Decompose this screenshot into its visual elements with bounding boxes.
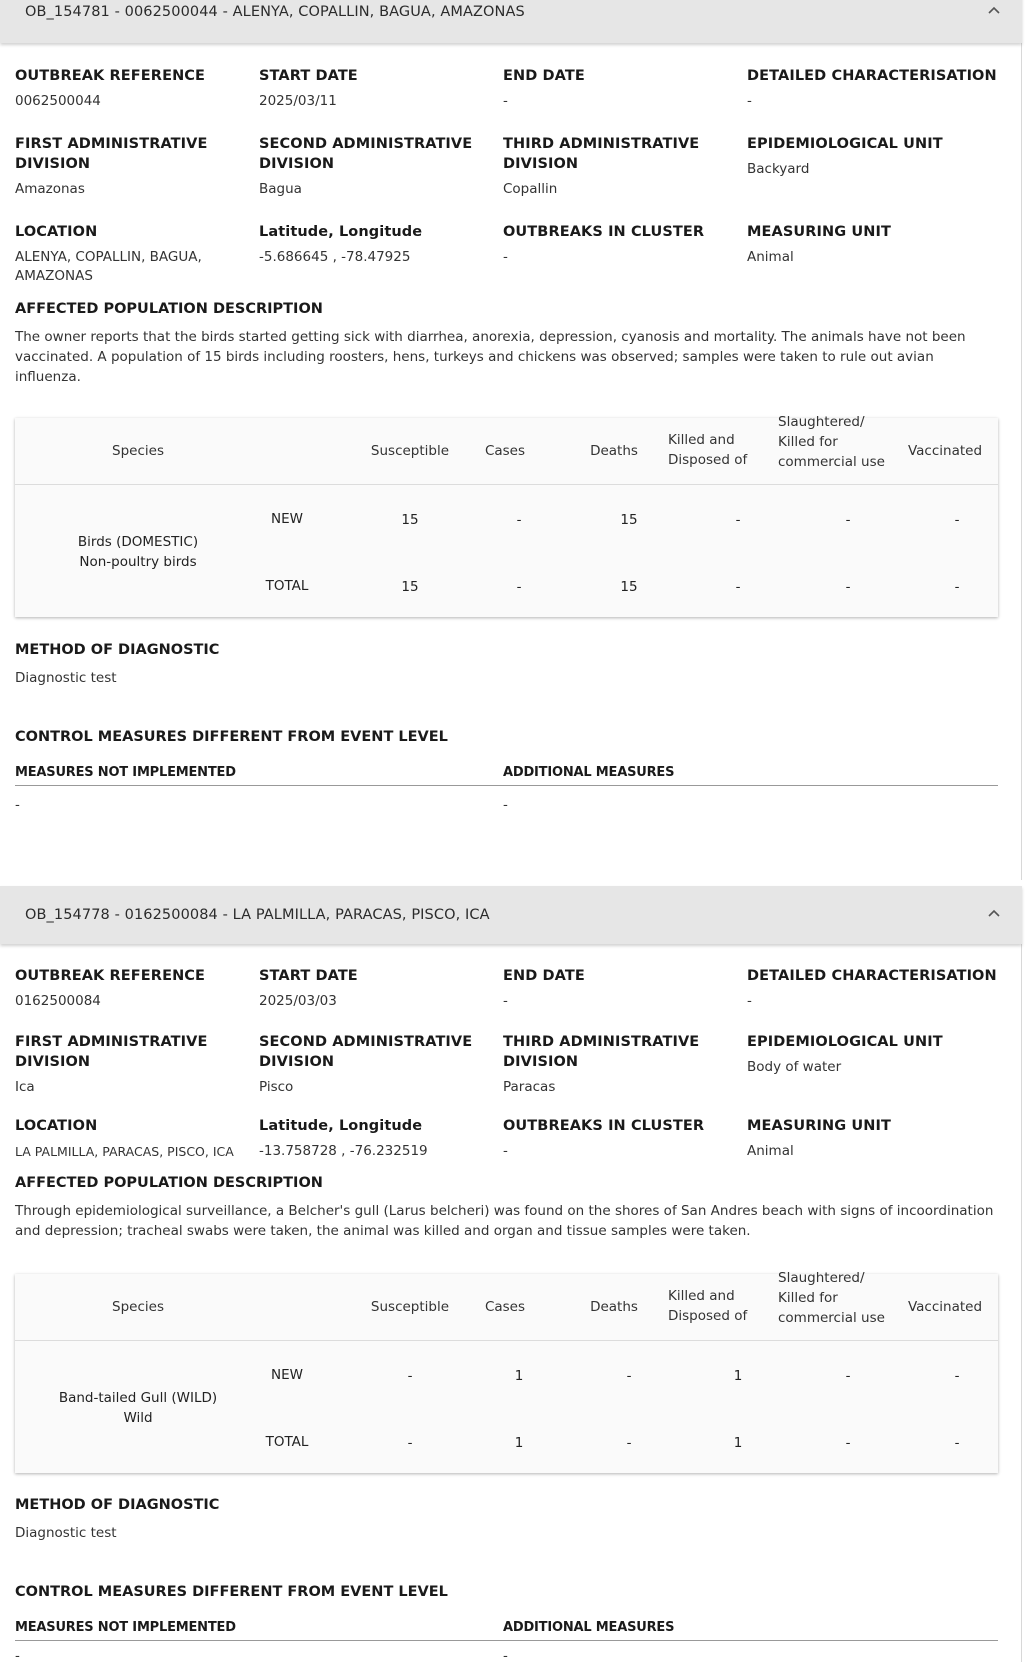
cell-cases: - xyxy=(516,579,522,595)
field-value: Animal xyxy=(747,249,794,265)
cell-deaths: 15 xyxy=(620,512,638,528)
field-end-date xyxy=(503,66,738,111)
field-second-admin-division xyxy=(259,1032,479,1097)
field-measuring-unit xyxy=(747,1116,982,1161)
col-cases: Cases xyxy=(484,1299,526,1315)
measures-not-implemented-value: - xyxy=(15,797,20,813)
field-value: Pisco xyxy=(259,1079,294,1095)
cell-cases: - xyxy=(516,512,522,528)
species-line-1: Band-tailed Gull (WILD) xyxy=(58,1390,218,1406)
field-label: OUTBREAKS IN CLUSTER xyxy=(503,1118,705,1134)
cell-vaccinated: - xyxy=(954,1368,960,1384)
field-label: FIRST ADMINISTRATIVE DIVISION xyxy=(15,136,208,172)
species-table xyxy=(15,1270,998,1473)
cell-killed-disposed: - xyxy=(735,512,741,528)
field-location xyxy=(15,222,235,286)
cell-cases: 1 xyxy=(514,1435,524,1451)
species-line-2: Wild xyxy=(123,1410,153,1426)
field-label: Latitude, Longitude xyxy=(259,224,423,240)
additional-measures-label: ADDITIONAL MEASURES xyxy=(503,765,675,780)
chevron-up-icon[interactable] xyxy=(986,906,1002,922)
cell-deaths: 15 xyxy=(620,579,638,595)
species-line-1: Birds (DOMESTIC) xyxy=(77,534,199,550)
method-of-diagnostic-label: METHOD OF DIAGNOSTIC xyxy=(15,1497,220,1513)
field-label: THIRD ADMINISTRATIVE DIVISION xyxy=(503,136,700,172)
field-value: - xyxy=(747,993,752,1009)
field-measuring-unit xyxy=(747,222,982,267)
table-header-row xyxy=(15,1270,998,1341)
cell-killed-disposed: 1 xyxy=(733,1435,743,1451)
measures-not-implemented-label: MEASURES NOT IMPLEMENTED xyxy=(15,1620,236,1635)
field-label: MEASURING UNIT xyxy=(747,1118,892,1134)
control-measures-label: CONTROL MEASURES DIFFERENT FROM EVENT LEVEL xyxy=(15,729,448,745)
method-of-diagnostic-label: METHOD OF DIAGNOSTIC xyxy=(15,642,220,658)
field-label: DETAILED CHARACTERISATION xyxy=(747,968,997,984)
field-value: 2025/03/03 xyxy=(259,993,337,1009)
field-start-date xyxy=(259,966,494,1011)
col-susceptible: Susceptible xyxy=(370,1299,450,1315)
field-detailed-characterisation xyxy=(747,966,1017,1011)
field-value: 0062500044 xyxy=(15,93,101,109)
field-outbreak-reference xyxy=(15,966,250,1011)
field-lat-long xyxy=(259,1116,494,1161)
col-cases: Cases xyxy=(484,443,526,459)
col-vaccinated: Vaccinated xyxy=(907,1299,983,1315)
outbreak-header[interactable] xyxy=(0,886,1022,944)
field-value: ALENYA, COPALLIN, BAGUA, AMAZONAS xyxy=(15,249,202,284)
field-label: LOCATION xyxy=(15,224,98,240)
measures-not-implemented-label: MEASURES NOT IMPLEMENTED xyxy=(15,765,236,780)
field-detailed-characterisation xyxy=(747,66,1017,111)
cell-susceptible: 15 xyxy=(401,579,419,595)
cell-susceptible: - xyxy=(407,1435,413,1451)
field-end-date xyxy=(503,966,738,1011)
field-value: - xyxy=(503,249,508,265)
field-value: - xyxy=(503,1143,508,1159)
field-value: Bagua xyxy=(259,181,302,197)
field-third-admin-division xyxy=(503,1032,723,1097)
col-species: Species xyxy=(112,443,164,459)
table-header-row xyxy=(15,414,998,485)
field-value: Animal xyxy=(747,1143,794,1159)
field-outbreaks-in-cluster xyxy=(503,1116,738,1161)
field-label: END DATE xyxy=(503,68,585,84)
cell-slaughtered: - xyxy=(845,1435,851,1451)
field-value: 0162500084 xyxy=(15,993,101,1009)
field-value: - xyxy=(503,993,508,1009)
field-label: Latitude, Longitude xyxy=(259,1118,423,1134)
additional-measures-value: - xyxy=(503,797,508,813)
field-label: END DATE xyxy=(503,968,585,984)
divider xyxy=(15,785,998,786)
field-value: LA PALMILLA, PARACAS, PISCO, ICA xyxy=(15,1144,234,1159)
affected-population-text: The owner reports that the birds started getting sick with diarrhea, anorexia, depression, cyanosis and mortality. The animals have not been vaccinated. A population of 15 birds including roosters, hens, turkeys and chickens was observed; samples were taken to rule out avian influenza. xyxy=(15,329,966,385)
field-label: EPIDEMIOLOGICAL UNIT xyxy=(747,136,943,152)
field-first-admin-division xyxy=(15,1032,235,1097)
row-label-total: TOTAL xyxy=(265,578,309,594)
field-epidemiological-unit xyxy=(747,1032,982,1077)
field-epidemiological-unit xyxy=(747,134,982,179)
cell-slaughtered: - xyxy=(845,512,851,528)
affected-population-label: AFFECTED POPULATION DESCRIPTION xyxy=(15,301,323,317)
outbreak-title: OB_154778 - 0162500084 - LA PALMILLA, PARACAS, PISCO, ICA xyxy=(25,907,490,923)
field-label: OUTBREAK REFERENCE xyxy=(15,968,206,984)
field-label: MEASURING UNIT xyxy=(747,224,892,240)
field-label: SECOND ADMINISTRATIVE DIVISION xyxy=(259,1034,473,1070)
cell-cases: 1 xyxy=(514,1368,524,1384)
field-label: OUTBREAK REFERENCE xyxy=(15,68,206,84)
cell-deaths: - xyxy=(626,1435,632,1451)
row-label-new: NEW xyxy=(271,511,303,527)
outbreak-header[interactable] xyxy=(0,0,1022,43)
outbreak-panel-2 xyxy=(0,886,1025,1662)
field-label: SECOND ADMINISTRATIVE DIVISION xyxy=(259,136,473,172)
field-value: -13.758728 , -76.232519 xyxy=(259,1143,428,1159)
cell-slaughtered: - xyxy=(845,579,851,595)
cell-susceptible: - xyxy=(407,1368,413,1384)
field-location xyxy=(15,1116,255,1161)
cell-vaccinated: - xyxy=(954,512,960,528)
field-label: START DATE xyxy=(259,68,358,84)
species-table xyxy=(15,414,998,617)
field-label: FIRST ADMINISTRATIVE DIVISION xyxy=(15,1034,208,1070)
cell-vaccinated: - xyxy=(954,579,960,595)
field-value: -5.686645 , -78.47925 xyxy=(259,249,411,265)
cell-deaths: - xyxy=(626,1368,632,1384)
field-value: - xyxy=(747,93,752,109)
method-of-diagnostic-value: Diagnostic test xyxy=(15,1525,117,1541)
field-value: - xyxy=(503,93,508,109)
cell-killed-disposed: 1 xyxy=(733,1368,743,1384)
field-value: Ica xyxy=(15,1079,35,1095)
field-value: 2025/03/11 xyxy=(259,93,337,109)
affected-population-text: Through epidemiological surveillance, a Belcher's gull (Larus belcheri) was found on the shores of San Andres beach with signs of incoordination and depression; tracheal swabs were taken, the animal was killed and organ and tissue samples were taken. xyxy=(15,1203,994,1239)
col-slaughtered: Slaughtered/ Killed for commercial use xyxy=(778,414,885,470)
cell-vaccinated: - xyxy=(954,1435,960,1451)
species-name xyxy=(43,1388,233,1428)
col-killed-disposed: Killed and Disposed of xyxy=(668,1288,748,1324)
outbreak-title: OB_154781 - 0062500044 - ALENYA, COPALLIN, BAGUA, AMAZONAS xyxy=(25,4,525,20)
col-deaths: Deaths xyxy=(590,443,638,459)
field-value: Backyard xyxy=(747,161,810,177)
affected-population-label: AFFECTED POPULATION DESCRIPTION xyxy=(15,1175,323,1191)
method-of-diagnostic-value: Diagnostic test xyxy=(15,670,117,686)
field-outbreaks-in-cluster xyxy=(503,222,738,267)
field-label: START DATE xyxy=(259,968,358,984)
field-value: Paracas xyxy=(503,1079,556,1095)
field-start-date xyxy=(259,66,494,111)
col-slaughtered: Slaughtered/ Killed for commercial use xyxy=(778,1270,885,1326)
control-measures-label: CONTROL MEASURES DIFFERENT FROM EVENT LEVEL xyxy=(15,1584,448,1600)
field-label: DETAILED CHARACTERISATION xyxy=(747,68,997,84)
measures-not-implemented-value: - xyxy=(15,1648,20,1662)
field-label: OUTBREAKS IN CLUSTER xyxy=(503,224,705,240)
col-vaccinated: Vaccinated xyxy=(907,443,983,459)
cell-susceptible: 15 xyxy=(401,512,419,528)
cell-killed-disposed: - xyxy=(735,579,741,595)
cell-slaughtered: - xyxy=(845,1368,851,1384)
field-third-admin-division xyxy=(503,134,723,199)
row-label-total: TOTAL xyxy=(265,1434,309,1450)
field-value: Body of water xyxy=(747,1059,842,1075)
col-susceptible: Susceptible xyxy=(370,443,450,459)
additional-measures-value: - xyxy=(503,1648,508,1662)
col-killed-disposed: Killed and Disposed of xyxy=(668,432,748,468)
field-first-admin-division xyxy=(15,134,235,199)
col-species: Species xyxy=(112,1299,164,1315)
field-outbreak-reference xyxy=(15,66,250,111)
field-label: EPIDEMIOLOGICAL UNIT xyxy=(747,1034,943,1050)
field-label: THIRD ADMINISTRATIVE DIVISION xyxy=(503,1034,700,1070)
field-lat-long xyxy=(259,222,494,267)
chevron-up-icon[interactable] xyxy=(986,3,1002,19)
row-label-new: NEW xyxy=(271,1367,303,1383)
species-line-2: Non-poultry birds xyxy=(79,554,197,570)
additional-measures-label: ADDITIONAL MEASURES xyxy=(503,1620,675,1635)
divider xyxy=(15,1640,998,1641)
field-value: Copallin xyxy=(503,181,558,197)
field-value: Amazonas xyxy=(15,181,85,197)
field-label: LOCATION xyxy=(15,1118,98,1134)
field-second-admin-division xyxy=(259,134,479,199)
col-deaths: Deaths xyxy=(590,1299,638,1315)
species-name xyxy=(43,532,233,572)
